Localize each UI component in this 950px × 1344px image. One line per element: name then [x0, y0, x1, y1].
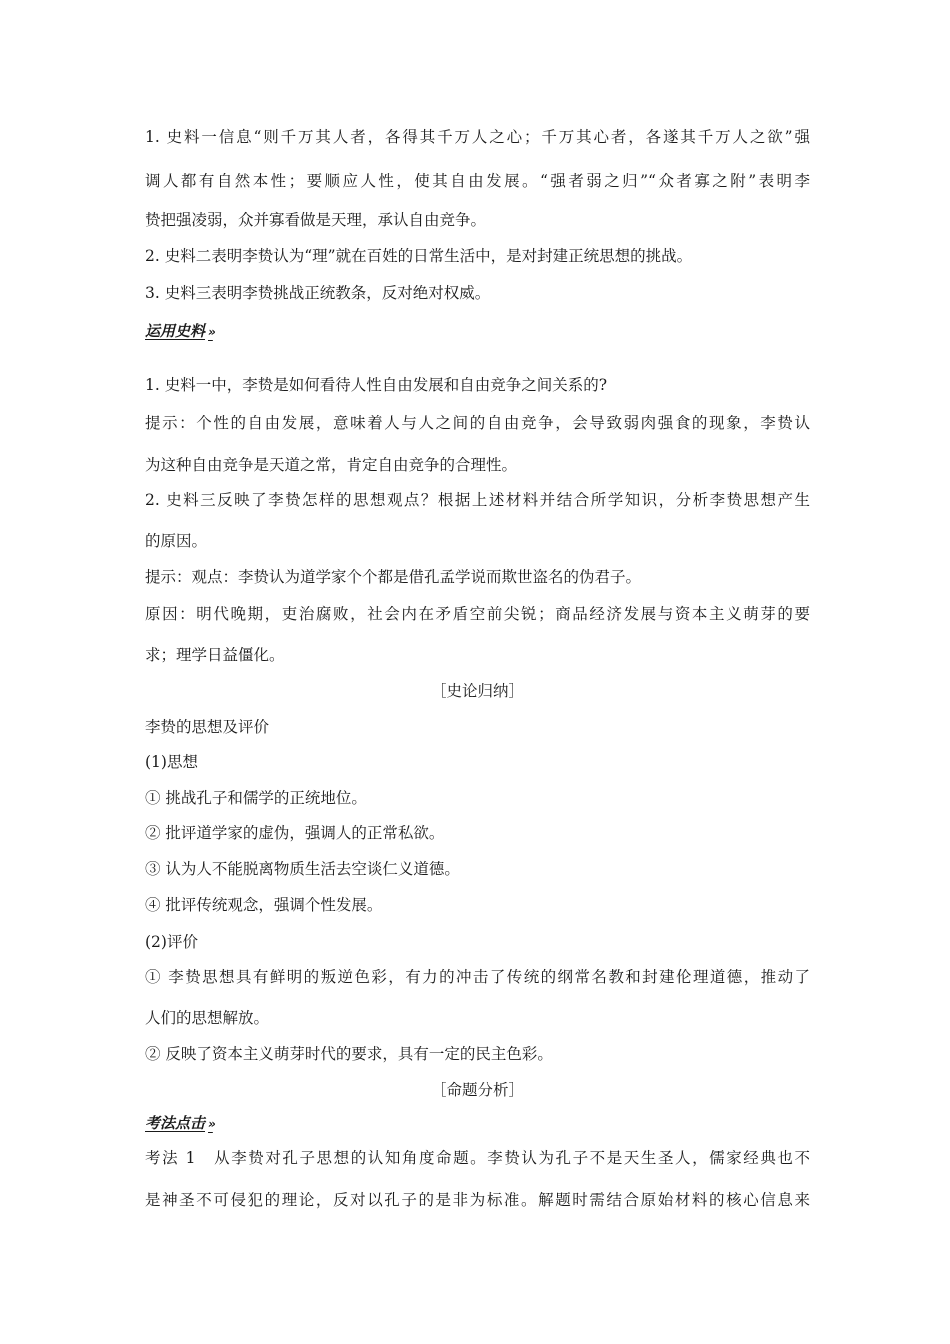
list-item: ① 挑战孔子和儒学的正统地位。 [145, 789, 367, 807]
paragraph-line: 考法 1 从李贽对孔子思想的认知角度命题。李贽认为孔子不是天生圣人，儒家经典也不 [145, 1149, 810, 1167]
answer-line: 为这种自由竞争是天道之常，肯定自由竞争的合理性。 [145, 456, 518, 474]
reason-line: 原因：明代晚期，吏治腐败，社会内在矛盾空前尖锐；商品经济发展与资本主义萌芽的要 [145, 605, 810, 623]
paragraph-line: 3. 史料三表明李贽挑战正统教条，反对绝对权威。 [145, 284, 491, 302]
paragraph-line: 1. 史料一信息“则千万其人者，各得其千万人之心；千万其心者，各遂其千万人之欲”强 [145, 128, 810, 146]
list-item: ① 李贽思想具有鲜明的叛逆色彩，有力的冲击了传统的纲常名教和封建伦理道德，推动了 [145, 968, 810, 986]
double-chevron-icon: » [208, 325, 213, 339]
answer-line: 提示：观点：李贽认为道学家个个都是借孔孟学说而欺世盗名的伪君子。 [145, 568, 642, 586]
section-heading-exam-points [145, 1113, 213, 1134]
paragraph-line: 2. 史料二表明李贽认为“理”就在百姓的日常生活中，是对封建正统思想的挑战。 [145, 247, 693, 265]
section-title: 运用史料 [145, 322, 206, 340]
list-item: ② 批评道学家的虚伪，强调人的正常私欲。 [145, 824, 445, 842]
section-title: 考法点击 [145, 1114, 206, 1132]
list-item: ③ 认为人不能脱离物质生活去空谈仁义道德。 [145, 860, 460, 878]
subsection-heading: ［史论归纳］ [430, 682, 524, 700]
summary-title: 李贽的思想及评价 [145, 718, 270, 736]
question-line: 1. 史料一中，李贽是如何看待人性自由发展和自由竞争之间关系的? [145, 376, 608, 394]
section-heading-use-materials [145, 321, 213, 342]
list-item: ④ 批评传统观念，强调个性发展。 [145, 896, 383, 914]
question-line: 的原因。 [145, 532, 208, 550]
answer-line: 提示：个性的自由发展，意味着人与人之间的自由竞争，会导致弱肉强食的现象，李贽认 [145, 414, 810, 432]
list-heading: (1)思想 [145, 753, 198, 771]
list-heading: (2)评价 [145, 933, 198, 951]
paragraph-line: 是神圣不可侵犯的理论，反对以孔子的是非为标准。解题时需结合原始材料的核心信息来 [145, 1191, 810, 1209]
reason-line: 求；理学日益僵化。 [145, 646, 285, 664]
paragraph-line: 贽把强凌弱，众并寡看做是天理，承认自由竞争。 [145, 211, 487, 229]
question-line: 2. 史料三反映了李贽怎样的思想观点？根据上述材料并结合所学知识，分析李贽思想产生 [145, 491, 810, 509]
paragraph-line: 调人都有自然本性；要顺应人性，使其自由发展。“强者弱之归”“众者寡之附”表明李 [145, 172, 810, 190]
list-item: 人们的思想解放。 [145, 1009, 270, 1027]
list-item: ② 反映了资本主义萌芽时代的要求，具有一定的民主色彩。 [145, 1045, 553, 1063]
subsection-heading: ［命题分析］ [430, 1081, 524, 1099]
double-chevron-icon: » [208, 1117, 213, 1131]
